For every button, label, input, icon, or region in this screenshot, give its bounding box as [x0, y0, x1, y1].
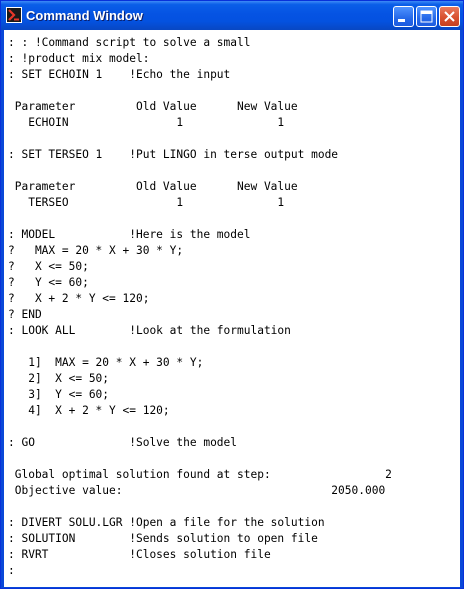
console-line: : !product mix model: — [8, 52, 150, 65]
console-line: : : !Command script to solve a small — [8, 36, 251, 49]
console-line: : SET TERSEO 1 !Put LINGO in terse output mode — [8, 148, 339, 161]
console-line: : SOLUTION !Sends solution to open file — [8, 532, 318, 545]
maximize-button[interactable] — [416, 6, 437, 27]
console-line: 1] MAX = 20 * X + 30 * Y; — [8, 356, 204, 369]
console-line: Global optimal solution found at step: 2 — [8, 468, 392, 481]
console-line: TERSEO 1 1 — [8, 196, 285, 209]
console-line: 4] X + 2 * Y <= 120; — [8, 404, 170, 417]
console-line: : DIVERT SOLU.LGR !Open a file for the solution — [8, 516, 325, 529]
window-title: Command Window — [26, 8, 143, 23]
console-text — [8, 35, 456, 579]
console-line: : RVRT !Closes solution file — [8, 548, 271, 561]
console-line: Parameter Old Value New Value — [8, 100, 298, 113]
console-line: ? Y <= 60; — [8, 276, 89, 289]
lingo-app-icon[interactable] — [6, 7, 22, 23]
console-prompt-line[interactable]: : — [8, 564, 15, 577]
close-icon — [440, 7, 459, 26]
minimize-button[interactable] — [393, 6, 414, 27]
console-line: Parameter Old Value New Value — [8, 180, 298, 193]
console-output-area[interactable] — [4, 30, 460, 587]
console-line: : SET ECHOIN 1 !Echo the input — [8, 68, 231, 81]
console-line: : GO !Solve the model — [8, 436, 238, 449]
console-line: ECHOIN 1 1 — [8, 116, 285, 129]
console-line: ? X <= 50; — [8, 260, 89, 273]
console-line: ? END — [8, 308, 42, 321]
console-line: 2] X <= 50; — [8, 372, 110, 385]
console-line: : LOOK ALL !Look at the formulation — [8, 324, 291, 337]
title-bar[interactable] — [1, 1, 463, 30]
maximize-icon — [417, 7, 436, 26]
console-line: Objective value: 2050.000 — [8, 484, 386, 497]
console-line: ? MAX = 20 * X + 30 * Y; — [8, 244, 184, 257]
console-line: 3] Y <= 60; — [8, 388, 110, 401]
close-button[interactable] — [439, 6, 460, 27]
console-line: : MODEL !Here is the model — [8, 228, 251, 241]
minimize-icon — [394, 7, 413, 26]
console-line: ? X + 2 * Y <= 120; — [8, 292, 150, 305]
